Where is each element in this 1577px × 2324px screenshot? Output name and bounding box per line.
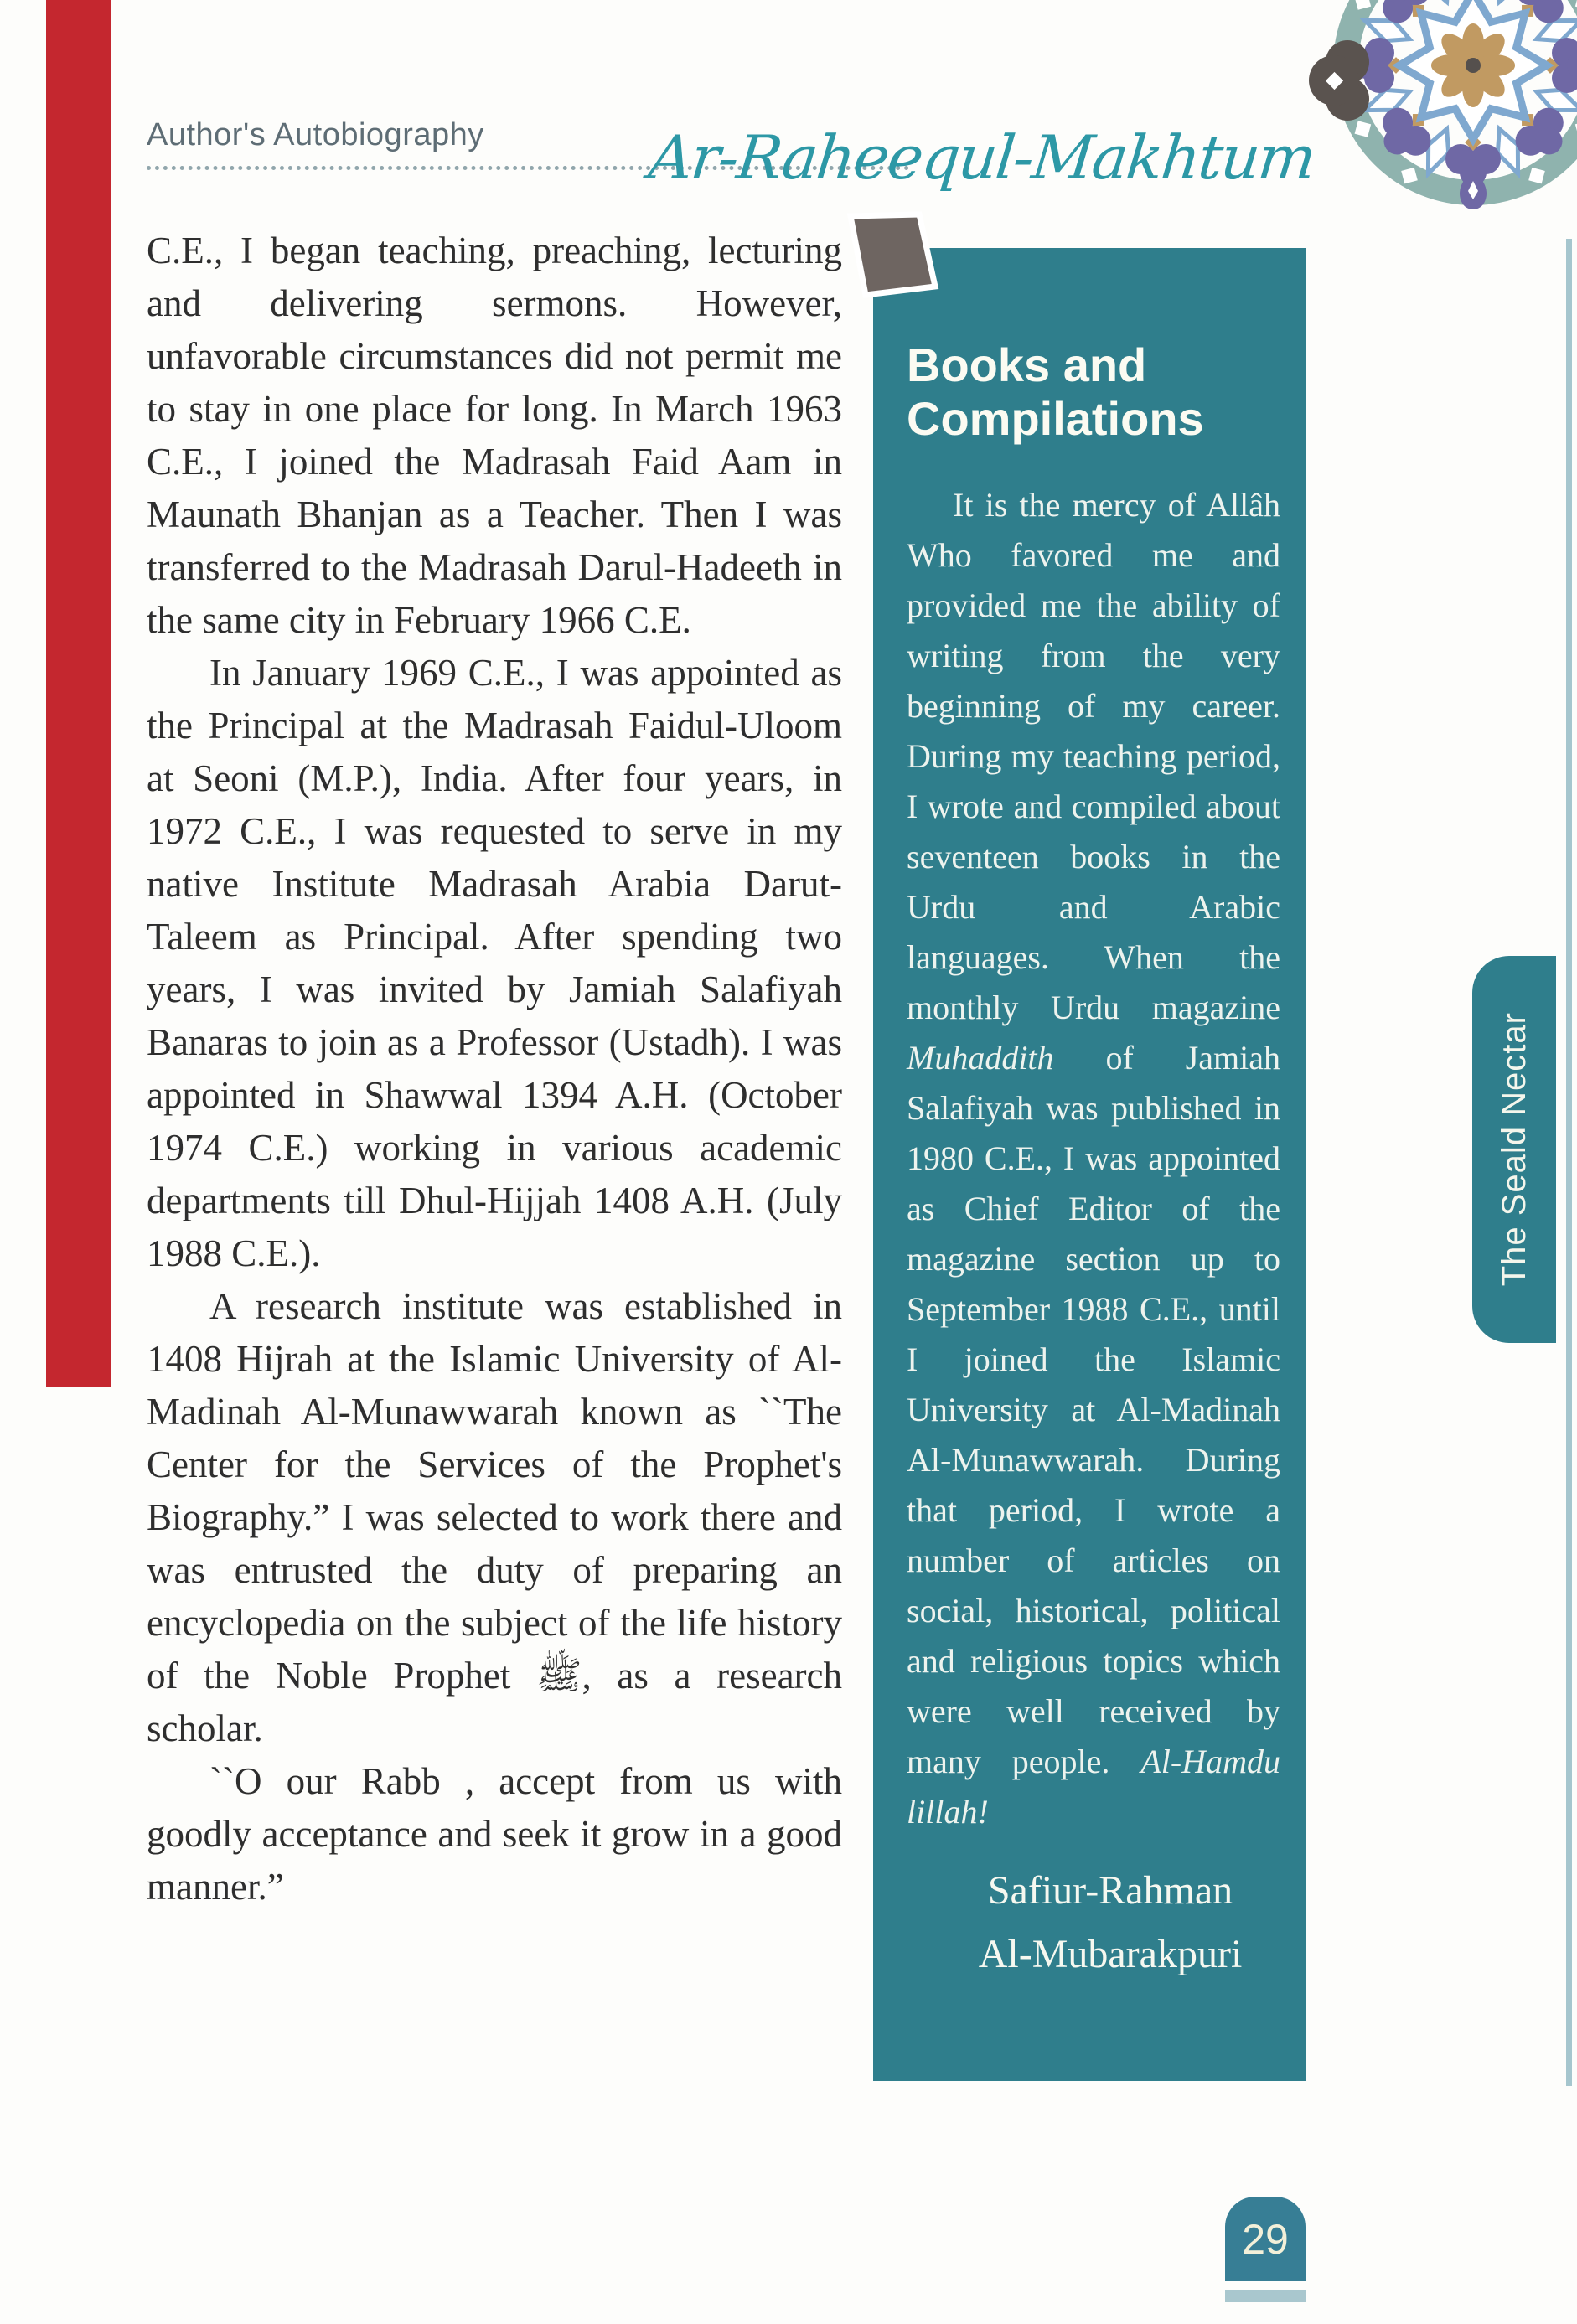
right-edge-strip <box>1566 239 1572 2086</box>
red-margin-bar <box>46 0 111 1387</box>
signature-line: Safiur-Rahman <box>987 1867 1233 1913</box>
book-title-script: Ar-Raheequl-Makhtum <box>645 122 1318 193</box>
edge-tab-label: The Seald Nectar <box>1495 1012 1533 1287</box>
paragraph: C.E., I began teaching, preaching, lecturing and delivering sermons. However, unfavorable circumstances did not permit me to stay in one place for long. In March 1963 C.E., I joined the Madrasah Faid Aam in Maunath Bhanjan as a Teacher. Then I was transferred to the Madrasah Darul-Hadeeth in the same city in February 1966 C.E. <box>147 230 842 641</box>
bookmark-ribbon <box>838 206 947 302</box>
page-number-underline <box>1225 2290 1306 2302</box>
sidebar-signature <box>907 1859 1280 1986</box>
sidebar-panel <box>873 248 1306 2081</box>
paragraph: A research institute was established in 1408 Hijrah at the Islamic University of Al-Madinah Al-Munawwarah known as ``The Center for the Services of the Prophet's Biography.” I was selected to work there and was entrusted the duty of preparing an encyclopedia on the subject of the life history of the Noble Prophet ﷺ, as a research scholar. <box>147 1285 842 1749</box>
page-number-box <box>1225 2197 1306 2281</box>
edge-tab <box>1472 956 1556 1343</box>
sidebar-body: It is the mercy of Allâh Who favored me and provided me the ability of writing from the very beginning of my career. During my teaching period, I wrote and compiled about seventeen books in the Urdu and Arabic languages. When the monthly Urdu magazine Muhaddith of Jamiah Salafiyah was published in 1980 C.E., I was appointed as Chief Editor of the magazine section up to September 1988 C.E., until I joined the Islamic University at Al-Madinah Al-Munawwarah. During that period, I wrote a number of articles on social, historical, political and religious topics which were well received by many people. Al-Hamdu lillah! <box>907 485 1280 1831</box>
page-number: 29 <box>1242 2215 1289 2263</box>
paragraph: ``O our Rabb , accept from us with goodly acceptance and seek it grow in a good manner.” <box>147 1760 842 1908</box>
sidebar-heading: Books and Compilations <box>907 338 1204 446</box>
signature-line: Al-Mubarakpuri <box>978 1931 1243 1976</box>
islamic-rosette-ornament <box>1309 0 1577 218</box>
paragraph: In January 1969 C.E., I was appointed as the Principal at the Madrasah Faidul-Uloom at Seoni (M.P.), India. After four years, in 1972 C.E., I was requested to serve in my native Institute Madrasah Arabia Darut-Taleem as Principal. After spending two years, I was invited by Jamiah Salafiyah Banaras to join as a Professor (Ustadh). I was appointed in Shawwal 1394 A.H. (October 1974 C.E.) working in various academic departments till Dhul-Hijjah 1408 A.H. (July 1988 C.E.). <box>147 652 842 1274</box>
header-section-label: Author's Autobiography <box>147 117 484 152</box>
left-column <box>147 225 842 1913</box>
